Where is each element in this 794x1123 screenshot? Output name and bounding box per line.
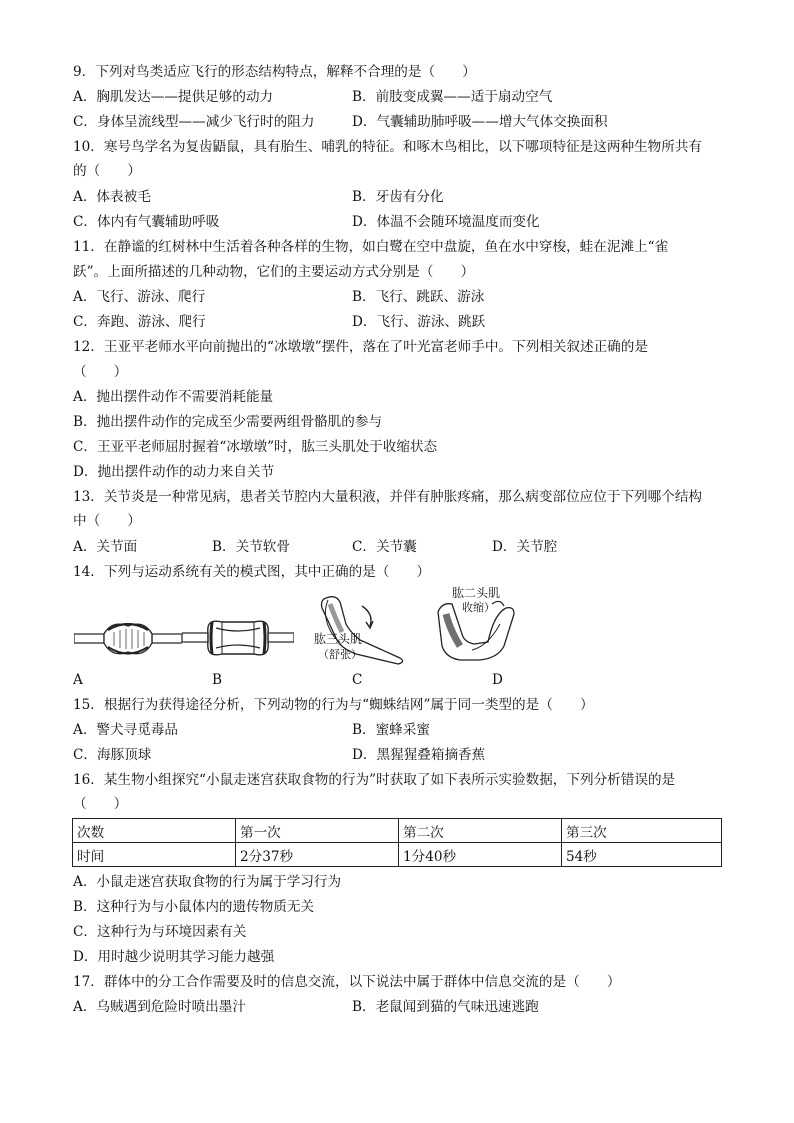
q10-option-a: A．体表被毛 <box>73 189 151 205</box>
q13-stem-line1: 13．关节炎是一种常见病，患者关节腔内大量积液，并伴有肿胀疼痛，那么病变部位应位于下列哪个结构 <box>73 489 703 505</box>
q13-option-a: A．关节面 <box>73 539 138 555</box>
q16-stem-line2: （ ） <box>73 796 128 812</box>
q12-stem-line1: 12．王亚平老师水平向前抛出的“冰墩墩”摆件，落在了叶光富老师手中。下列相关叙述正确的是 <box>73 339 648 355</box>
q15-option-a: A．警犬寻觅毒品 <box>73 722 178 738</box>
q13-option-b: B．关节软骨 <box>212 539 290 555</box>
q15-stem: 15．根据行为获得途径分析，下列动物的行为与“蜘蛛结网”属于同一类型的是（ ） <box>73 697 594 713</box>
q16-option-b: B．这种行为与小鼠体内的遗传物质无关 <box>73 899 315 915</box>
fig-c-label-state: （舒张） <box>318 648 362 661</box>
table-row <box>73 843 722 867</box>
fig-option-b: B <box>212 672 222 688</box>
fig-option-c: C <box>352 672 363 688</box>
q12-option-d: D．抛出摆件动作的动力来自关节 <box>73 464 275 480</box>
q11-option-b: B．飞行、跳跃、游泳 <box>352 289 485 305</box>
table-cell: 时间 <box>73 843 236 867</box>
q11-stem-line1: 11．在静谧的红树林中生活着各种各样的生物，如白鹭在空中盘旋，鱼在水中穿梭，蛙在泥滩上“雀 <box>73 239 669 255</box>
q15-option-c: C．海豚顶球 <box>73 747 152 763</box>
q12-stem-line2: （ ） <box>73 364 128 380</box>
joint-diagram-b <box>182 612 294 664</box>
q16-option-d: D．用时越少说明其学习能力越强 <box>73 949 275 965</box>
table-header-cell: 第一次 <box>236 819 399 843</box>
q15-option-b: B．蜜蜂采蜜 <box>352 722 430 738</box>
q17-stem: 17．群体中的分工合作需要及时的信息交流，以下说法中属于群体中信息交流的是（ ） <box>73 974 621 990</box>
q10-stem-line2: 的（ ） <box>73 163 141 179</box>
q17-option-b: B．老鼠闻到猫的气味迅速逃跑 <box>352 999 539 1015</box>
q12-option-c: C．王亚平老师屈肘握着“冰墩墩”时，肱三头肌处于收缩状态 <box>73 439 438 455</box>
q9-stem: 9．下列对鸟类适应飞行的形态结构特点，解释不合理的是（ ） <box>73 64 476 80</box>
q9-option-c: C．身体呈流线型——减少飞行时的阻力 <box>73 114 315 130</box>
q11-option-d: D．飞行、游泳、跳跃 <box>352 314 486 330</box>
q10-option-c: C．体内有气囊辅助呼吸 <box>73 214 220 230</box>
q12-option-b: B．抛出摆件动作的完成至少需要两组骨骼肌的参与 <box>73 414 383 430</box>
q9-option-a: A．胸肌发达——提供足够的动力 <box>73 89 274 105</box>
q15-option-d: D．黑猩猩叠箱摘香蕉 <box>352 747 486 763</box>
joint-diagram-a <box>74 618 182 660</box>
q17-option-a: A．乌贼遇到危险时喷出墨汁 <box>73 999 246 1015</box>
q16-stem-line1: 16．某生物小组探究“小鼠走迷宫获取食物的行为”时获取了如下表所示实验数据，下列分析错误的是 <box>73 772 676 788</box>
table-header-cell: 第二次 <box>399 819 562 843</box>
q13-stem-line2: 中（ ） <box>73 513 141 529</box>
table-header-cell: 次数 <box>73 819 236 843</box>
q11-option-c: C．奔跑、游泳、爬行 <box>73 314 206 330</box>
maze-data-table <box>72 818 722 867</box>
fig-c-label-muscle: 肱三头肌 <box>314 632 363 646</box>
q11-option-a: A．飞行、游泳、爬行 <box>73 289 206 305</box>
q10-option-b: B．牙齿有分化 <box>352 189 444 205</box>
q16-option-c: C．这种行为与环境因素有关 <box>73 924 247 940</box>
fig-option-a: A <box>73 672 83 688</box>
fig-option-d: D <box>492 672 503 688</box>
q10-stem-line1: 10．寒号鸟学名为复齿鼯鼠，具有胎生、哺乳的特征。和啄木鸟相比，以下哪项特征是这两种生物所共有 <box>73 139 703 155</box>
q9-option-d: D．气囊辅助肺呼吸——增大气体交换面积 <box>352 114 608 130</box>
table-cell: 54秒 <box>562 843 722 867</box>
q12-option-a: A．抛出摆件动作不需要消耗能量 <box>73 389 274 405</box>
table-header-cell: 第三次 <box>562 819 722 843</box>
table-cell: 1分40秒 <box>399 843 562 867</box>
q16-option-a: A．小鼠走迷宫获取食物的行为属于学习行为 <box>73 874 342 890</box>
table-cell: 2分37秒 <box>236 843 399 867</box>
q14-stem: 14．下列与运动系统有关的模式图，其中正确的是（ ） <box>73 564 431 580</box>
q13-option-c: C．关节囊 <box>352 539 417 555</box>
q11-stem-line2: 跃”。上面所描述的几种动物，它们的主要运动方式分别是（ ） <box>73 264 475 280</box>
table-header-row <box>73 819 722 843</box>
q10-option-d: D．体温不会随环境温度而变化 <box>352 214 540 230</box>
fig-d-label-state: 收缩） <box>462 601 495 614</box>
q13-option-d: D．关节腔 <box>492 539 558 555</box>
q9-option-b: B．前肢变成翼——适于扇动空气 <box>352 89 553 105</box>
fig-d-label-muscle: 肱二头肌 <box>452 586 501 600</box>
